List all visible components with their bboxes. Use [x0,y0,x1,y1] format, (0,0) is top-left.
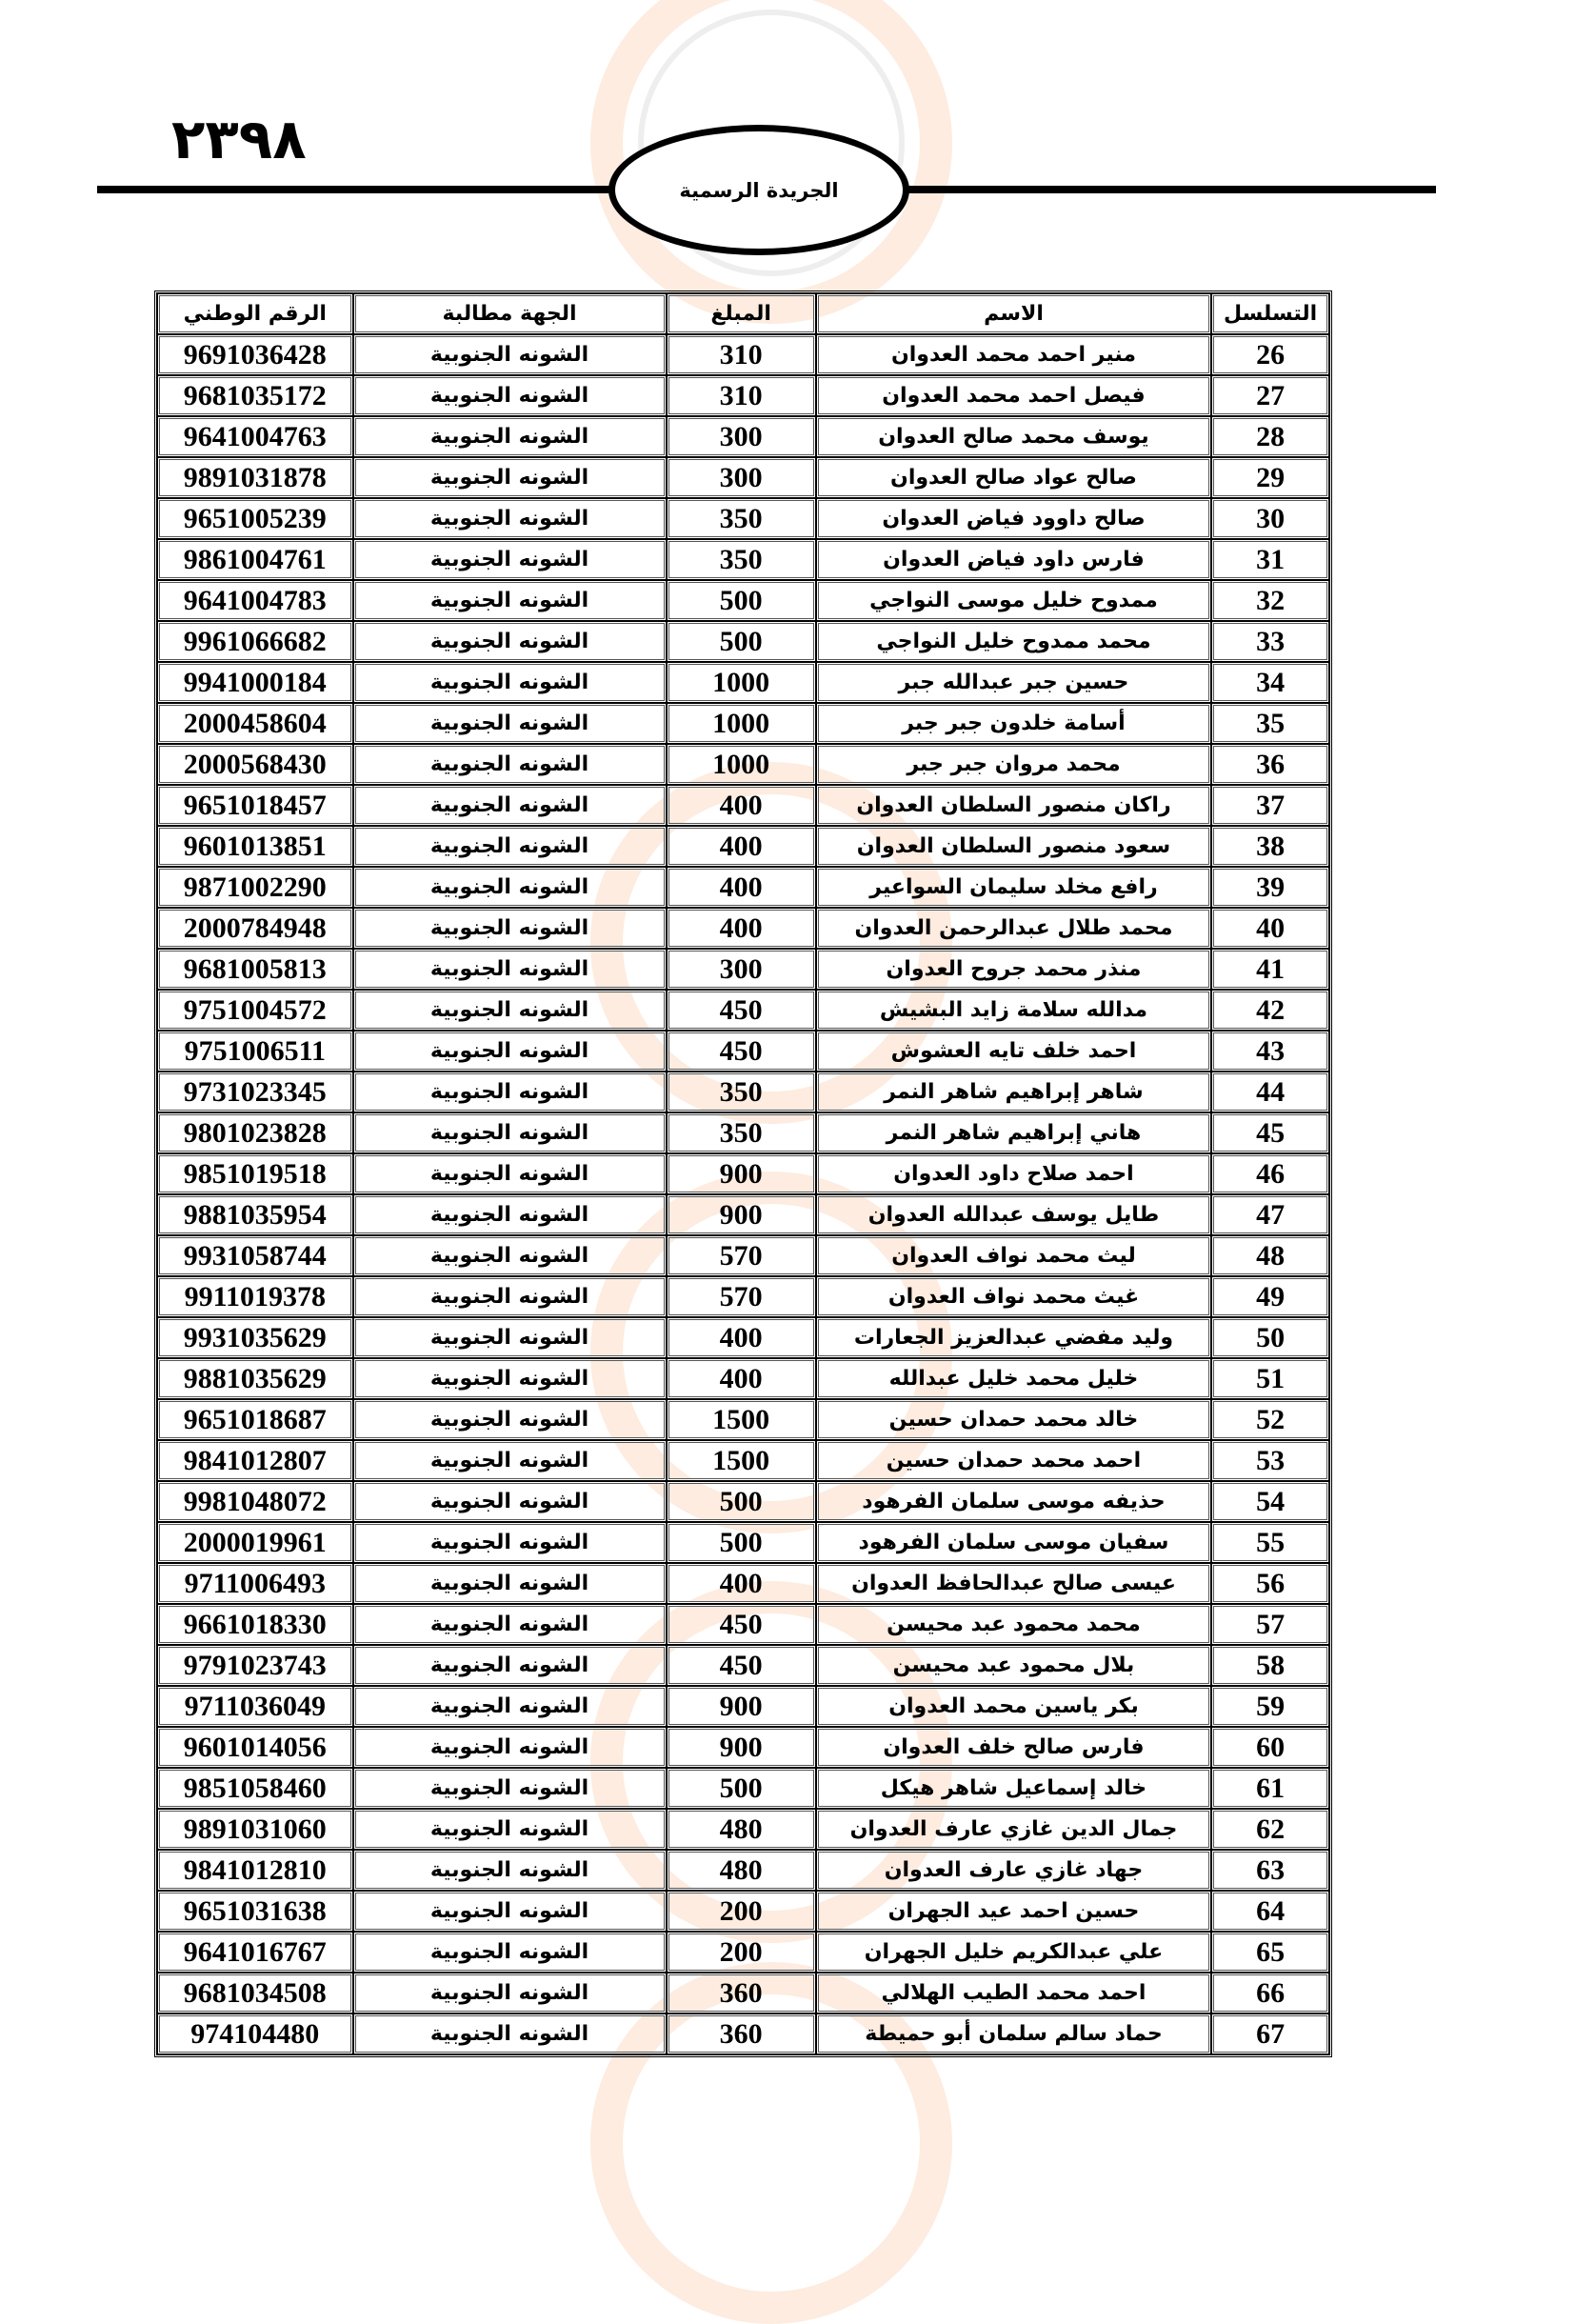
name-cell: حسين جبر عبدالله جبر [816,662,1211,703]
table-header-row [157,293,1329,334]
amount-cell: 360 [667,1973,816,2013]
entity-cell: الشونه الجنوبية [353,1440,667,1481]
amount-cell: 500 [667,1481,816,1522]
serial-cell: 45 [1211,1112,1329,1153]
amount-cell: 1000 [667,703,816,744]
name-cell: احمد صلاح داود العدوان [816,1153,1211,1194]
amount-cell: 350 [667,1112,816,1153]
national-id-cell: 2000458604 [157,703,353,744]
entity-cell: الشونه الجنوبية [353,990,667,1031]
name-cell: فيصل احمد محمد العدوان [816,375,1211,416]
national-id-cell: 9641016767 [157,1932,353,1973]
serial-cell: 36 [1211,744,1329,785]
table-row [157,1235,1329,1276]
serial-cell: 57 [1211,1604,1329,1645]
name-cell: ليث محمد نواف العدوان [816,1235,1211,1276]
table-row [157,908,1329,949]
serial-cell: 58 [1211,1645,1329,1686]
amount-cell: 450 [667,1645,816,1686]
table-row [157,1072,1329,1112]
table-row [157,1932,1329,1973]
serial-cell: 28 [1211,416,1329,457]
amount-cell: 570 [667,1235,816,1276]
national-id-cell: 2000568430 [157,744,353,785]
table-row [157,375,1329,416]
name-cell: صالح عواد صالح العدوان [816,457,1211,498]
national-id-cell: 9651005239 [157,498,353,539]
serial-cell: 29 [1211,457,1329,498]
entity-cell: الشونه الجنوبية [353,1645,667,1686]
amount-cell: 400 [667,1563,816,1604]
national-id-cell: 9941000184 [157,662,353,703]
amount-cell: 300 [667,949,816,990]
table-row [157,1194,1329,1235]
amount-cell: 350 [667,498,816,539]
name-cell: ممدوح خليل موسى النواجي [816,580,1211,621]
table-row [157,1440,1329,1481]
amount-cell: 400 [667,1358,816,1399]
name-cell: سفيان موسى سلمان الفرهود [816,1522,1211,1563]
name-cell: محمد ممدوح خليل النواجي [816,621,1211,662]
amount-cell: 1000 [667,662,816,703]
serial-cell: 67 [1211,2013,1329,2054]
serial-cell: 38 [1211,826,1329,867]
name-cell: غيث محمد نواف العدوان [816,1276,1211,1317]
amount-cell: 1000 [667,744,816,785]
amount-cell: 500 [667,621,816,662]
entity-cell: الشونه الجنوبية [353,1276,667,1317]
amount-cell: 500 [667,1522,816,1563]
national-id-cell: 9851058460 [157,1768,353,1809]
national-id-cell: 2000784948 [157,908,353,949]
entity-cell: الشونه الجنوبية [353,1932,667,1973]
serial-cell: 54 [1211,1481,1329,1522]
header-national-id: الرقم الوطني [157,293,353,334]
amount-cell: 1500 [667,1440,816,1481]
entity-cell: الشونه الجنوبية [353,1072,667,1112]
serial-cell: 27 [1211,375,1329,416]
amount-cell: 900 [667,1686,816,1727]
national-id-cell: 9681035172 [157,375,353,416]
entity-cell: الشونه الجنوبية [353,1112,667,1153]
entity-cell: الشونه الجنوبية [353,867,667,908]
national-id-cell: 9641004783 [157,580,353,621]
table-row [157,498,1329,539]
national-id-cell: 2000019961 [157,1522,353,1563]
serial-cell: 66 [1211,1973,1329,2013]
name-cell: احمد خلف تايه العشوش [816,1031,1211,1072]
amount-cell: 500 [667,1768,816,1809]
amount-cell: 900 [667,1194,816,1235]
serial-cell: 33 [1211,621,1329,662]
name-cell: خالد محمد حمدان حسين [816,1399,1211,1440]
table-row [157,1399,1329,1440]
name-cell: سعود منصور السلطان العدوان [816,826,1211,867]
national-id-cell: 9871002290 [157,867,353,908]
amount-cell: 400 [667,867,816,908]
national-id-cell: 9751004572 [157,990,353,1031]
national-id-cell: 9881035629 [157,1358,353,1399]
national-id-cell: 9931058744 [157,1235,353,1276]
serial-cell: 48 [1211,1235,1329,1276]
serial-cell: 49 [1211,1276,1329,1317]
national-id-cell: 9881035954 [157,1194,353,1235]
table-row [157,1481,1329,1522]
national-id-cell: 9911019378 [157,1276,353,1317]
name-cell: عيسى صالح عبدالحافظ العدوان [816,1563,1211,1604]
serial-cell: 55 [1211,1522,1329,1563]
entity-cell: الشونه الجنوبية [353,539,667,580]
name-cell: حماد سالم سلمان أبو حميطة [816,2013,1211,2054]
name-cell: وليد مفضي عبدالعزيز الجعارات [816,1317,1211,1358]
amount-cell: 900 [667,1153,816,1194]
name-cell: صالح داوود فياض العدوان [816,498,1211,539]
table-row [157,539,1329,580]
national-id-cell: 9691036428 [157,334,353,375]
name-cell: خليل محمد خليل عبدالله [816,1358,1211,1399]
entity-cell: الشونه الجنوبية [353,744,667,785]
name-cell: رافع مخلد سليمان السواعير [816,867,1211,908]
gazette-title: الجريدة الرسمية [679,178,839,202]
entity-cell: الشونه الجنوبية [353,1522,667,1563]
amount-cell: 300 [667,416,816,457]
table-row [157,1891,1329,1932]
table-row [157,949,1329,990]
national-id-cell: 9841012807 [157,1440,353,1481]
entity-cell: الشونه الجنوبية [353,1809,667,1850]
serial-cell: 64 [1211,1891,1329,1932]
serial-cell: 61 [1211,1768,1329,1809]
amount-cell: 200 [667,1932,816,1973]
table-row [157,1112,1329,1153]
header-claimant-entity: الجهة مطالبة [353,293,667,334]
table-row [157,1850,1329,1891]
table-row [157,1645,1329,1686]
gazette-title-ellipse [608,125,909,255]
name-cell: منذر محمد جروح العدوان [816,949,1211,990]
serial-cell: 37 [1211,785,1329,826]
serial-cell: 62 [1211,1809,1329,1850]
entity-cell: الشونه الجنوبية [353,949,667,990]
serial-cell: 41 [1211,949,1329,990]
entity-cell: الشونه الجنوبية [353,826,667,867]
name-cell: حسين احمد عيد الجهران [816,1891,1211,1932]
national-id-cell: 9681034508 [157,1973,353,2013]
amount-cell: 1500 [667,1399,816,1440]
amount-cell: 200 [667,1891,816,1932]
name-cell: بلال محمود عبد محيسن [816,1645,1211,1686]
amount-cell: 400 [667,1317,816,1358]
name-cell: طايل يوسف عبدالله العدوان [816,1194,1211,1235]
serial-cell: 30 [1211,498,1329,539]
name-cell: محمد محمود عبد محيسن [816,1604,1211,1645]
name-cell: فارس صالح خلف العدوان [816,1727,1211,1768]
amount-cell: 400 [667,826,816,867]
entity-cell: الشونه الجنوبية [353,1194,667,1235]
entity-cell: الشونه الجنوبية [353,416,667,457]
amount-cell: 360 [667,2013,816,2054]
national-id-cell: 9981048072 [157,1481,353,1522]
amount-cell: 500 [667,580,816,621]
amount-cell: 400 [667,785,816,826]
serial-cell: 31 [1211,539,1329,580]
national-id-cell: 9851019518 [157,1153,353,1194]
entity-cell: الشونه الجنوبية [353,1727,667,1768]
serial-cell: 60 [1211,1727,1329,1768]
serial-cell: 43 [1211,1031,1329,1072]
amount-cell: 570 [667,1276,816,1317]
entity-cell: الشونه الجنوبية [353,375,667,416]
table-row [157,1768,1329,1809]
header-amount: المبلغ [667,293,816,334]
serial-cell: 34 [1211,662,1329,703]
national-id-cell: 9711006493 [157,1563,353,1604]
amount-cell: 450 [667,1031,816,1072]
entity-cell: الشونه الجنوبية [353,2013,667,2054]
table-row [157,867,1329,908]
entity-cell: الشونه الجنوبية [353,1850,667,1891]
name-cell: مدالله سلامة زايد البشيش [816,990,1211,1031]
entity-cell: الشونه الجنوبية [353,1399,667,1440]
table-row [157,1522,1329,1563]
entity-cell: الشونه الجنوبية [353,1973,667,2013]
entity-cell: الشونه الجنوبية [353,703,667,744]
amount-cell: 900 [667,1727,816,1768]
national-id-cell: 9601014056 [157,1727,353,1768]
national-id-cell: 9651031638 [157,1891,353,1932]
page-number: ٢٣٩٨ [171,107,307,171]
serial-cell: 63 [1211,1850,1329,1891]
entity-cell: الشونه الجنوبية [353,621,667,662]
serial-cell: 47 [1211,1194,1329,1235]
national-id-cell: 9731023345 [157,1072,353,1112]
header-serial: التسلسل [1211,293,1329,334]
entity-cell: الشونه الجنوبية [353,1604,667,1645]
table-row [157,1973,1329,2013]
table-row [157,703,1329,744]
entity-cell: الشونه الجنوبية [353,498,667,539]
name-cell: جمال الدين غازي عارف العدوان [816,1809,1211,1850]
serial-cell: 50 [1211,1317,1329,1358]
name-cell: محمد طلال عبدالرحمن العدوان [816,908,1211,949]
entity-cell: الشونه الجنوبية [353,1031,667,1072]
national-id-cell: 9861004761 [157,539,353,580]
table-row [157,416,1329,457]
serial-cell: 35 [1211,703,1329,744]
name-cell: خالد إسماعيل شاهر هيكل [816,1768,1211,1809]
national-id-cell: 9931035629 [157,1317,353,1358]
national-id-cell: 9841012810 [157,1850,353,1891]
name-cell: احمد محمد حمدان حسين [816,1440,1211,1481]
name-cell: علي عبدالكريم خليل الجهران [816,1932,1211,1973]
name-cell: هاني إبراهيم شاهر النمر [816,1112,1211,1153]
amount-cell: 350 [667,1072,816,1112]
table-row [157,1809,1329,1850]
entity-cell: الشونه الجنوبية [353,1481,667,1522]
entity-cell: الشونه الجنوبية [353,1768,667,1809]
amount-cell: 480 [667,1850,816,1891]
national-id-cell: 9651018687 [157,1399,353,1440]
serial-cell: 26 [1211,334,1329,375]
amount-cell: 300 [667,457,816,498]
entity-cell: الشونه الجنوبية [353,1686,667,1727]
national-id-cell: 9711036049 [157,1686,353,1727]
table-row [157,2013,1329,2054]
national-id-cell: 9801023828 [157,1112,353,1153]
serial-cell: 65 [1211,1932,1329,1973]
table-row [157,1031,1329,1072]
entity-cell: الشونه الجنوبية [353,1563,667,1604]
table-row [157,1563,1329,1604]
national-id-cell: 974104480 [157,2013,353,2054]
entity-cell: الشونه الجنوبية [353,662,667,703]
serial-cell: 40 [1211,908,1329,949]
amount-cell: 310 [667,375,816,416]
table-row [157,1153,1329,1194]
national-id-cell: 9641004763 [157,416,353,457]
table-row [157,826,1329,867]
header-name: الاسم [816,293,1211,334]
national-id-cell: 9681005813 [157,949,353,990]
entity-cell: الشونه الجنوبية [353,580,667,621]
serial-cell: 56 [1211,1563,1329,1604]
serial-cell: 42 [1211,990,1329,1031]
serial-cell: 46 [1211,1153,1329,1194]
table-row [157,1317,1329,1358]
name-cell: احمد محمد الطيب الهلالي [816,1973,1211,2013]
amount-cell: 480 [667,1809,816,1850]
table-row [157,457,1329,498]
amount-cell: 400 [667,908,816,949]
serial-cell: 32 [1211,580,1329,621]
entity-cell: الشونه الجنوبية [353,457,667,498]
national-id-cell: 9791023743 [157,1645,353,1686]
table-row [157,580,1329,621]
table-row [157,990,1329,1031]
entity-cell: الشونه الجنوبية [353,1317,667,1358]
national-id-cell: 9751006511 [157,1031,353,1072]
national-id-cell: 9891031878 [157,457,353,498]
amount-cell: 450 [667,1604,816,1645]
name-cell: بكر ياسين محمد العدوان [816,1686,1211,1727]
name-cell: منير احمد محمد العدوان [816,334,1211,375]
serial-cell: 53 [1211,1440,1329,1481]
national-id-cell: 9651018457 [157,785,353,826]
name-cell: راكان منصور السلطان العدوان [816,785,1211,826]
entity-cell: الشونه الجنوبية [353,334,667,375]
serial-cell: 59 [1211,1686,1329,1727]
serial-cell: 51 [1211,1358,1329,1399]
claims-table [154,290,1332,2057]
table-row [157,662,1329,703]
national-id-cell: 9601013851 [157,826,353,867]
name-cell: محمد مروان جبر جبر [816,744,1211,785]
national-id-cell: 9961066682 [157,621,353,662]
name-cell: جهاد غازي عارف العدوان [816,1850,1211,1891]
table-row [157,1358,1329,1399]
table-row [157,334,1329,375]
entity-cell: الشونه الجنوبية [353,1891,667,1932]
table-row [157,1276,1329,1317]
name-cell: أسامة خلدون جبر جبر [816,703,1211,744]
amount-cell: 350 [667,539,816,580]
name-cell: حذيفه موسى سلمان الفرهود [816,1481,1211,1522]
table-row [157,1727,1329,1768]
national-id-cell: 9661018330 [157,1604,353,1645]
table-row [157,621,1329,662]
amount-cell: 450 [667,990,816,1031]
name-cell: فارس داود فياض العدوان [816,539,1211,580]
serial-cell: 52 [1211,1399,1329,1440]
table-row [157,744,1329,785]
serial-cell: 39 [1211,867,1329,908]
table-row [157,1604,1329,1645]
name-cell: شاهر إبراهيم شاهر النمر [816,1072,1211,1112]
table-row [157,1686,1329,1727]
entity-cell: الشونه الجنوبية [353,1358,667,1399]
national-id-cell: 9891031060 [157,1809,353,1850]
entity-cell: الشونه الجنوبية [353,785,667,826]
amount-cell: 310 [667,334,816,375]
name-cell: يوسف محمد صالح العدوان [816,416,1211,457]
entity-cell: الشونه الجنوبية [353,1153,667,1194]
entity-cell: الشونه الجنوبية [353,1235,667,1276]
entity-cell: الشونه الجنوبية [353,908,667,949]
serial-cell: 44 [1211,1072,1329,1112]
table-row [157,785,1329,826]
